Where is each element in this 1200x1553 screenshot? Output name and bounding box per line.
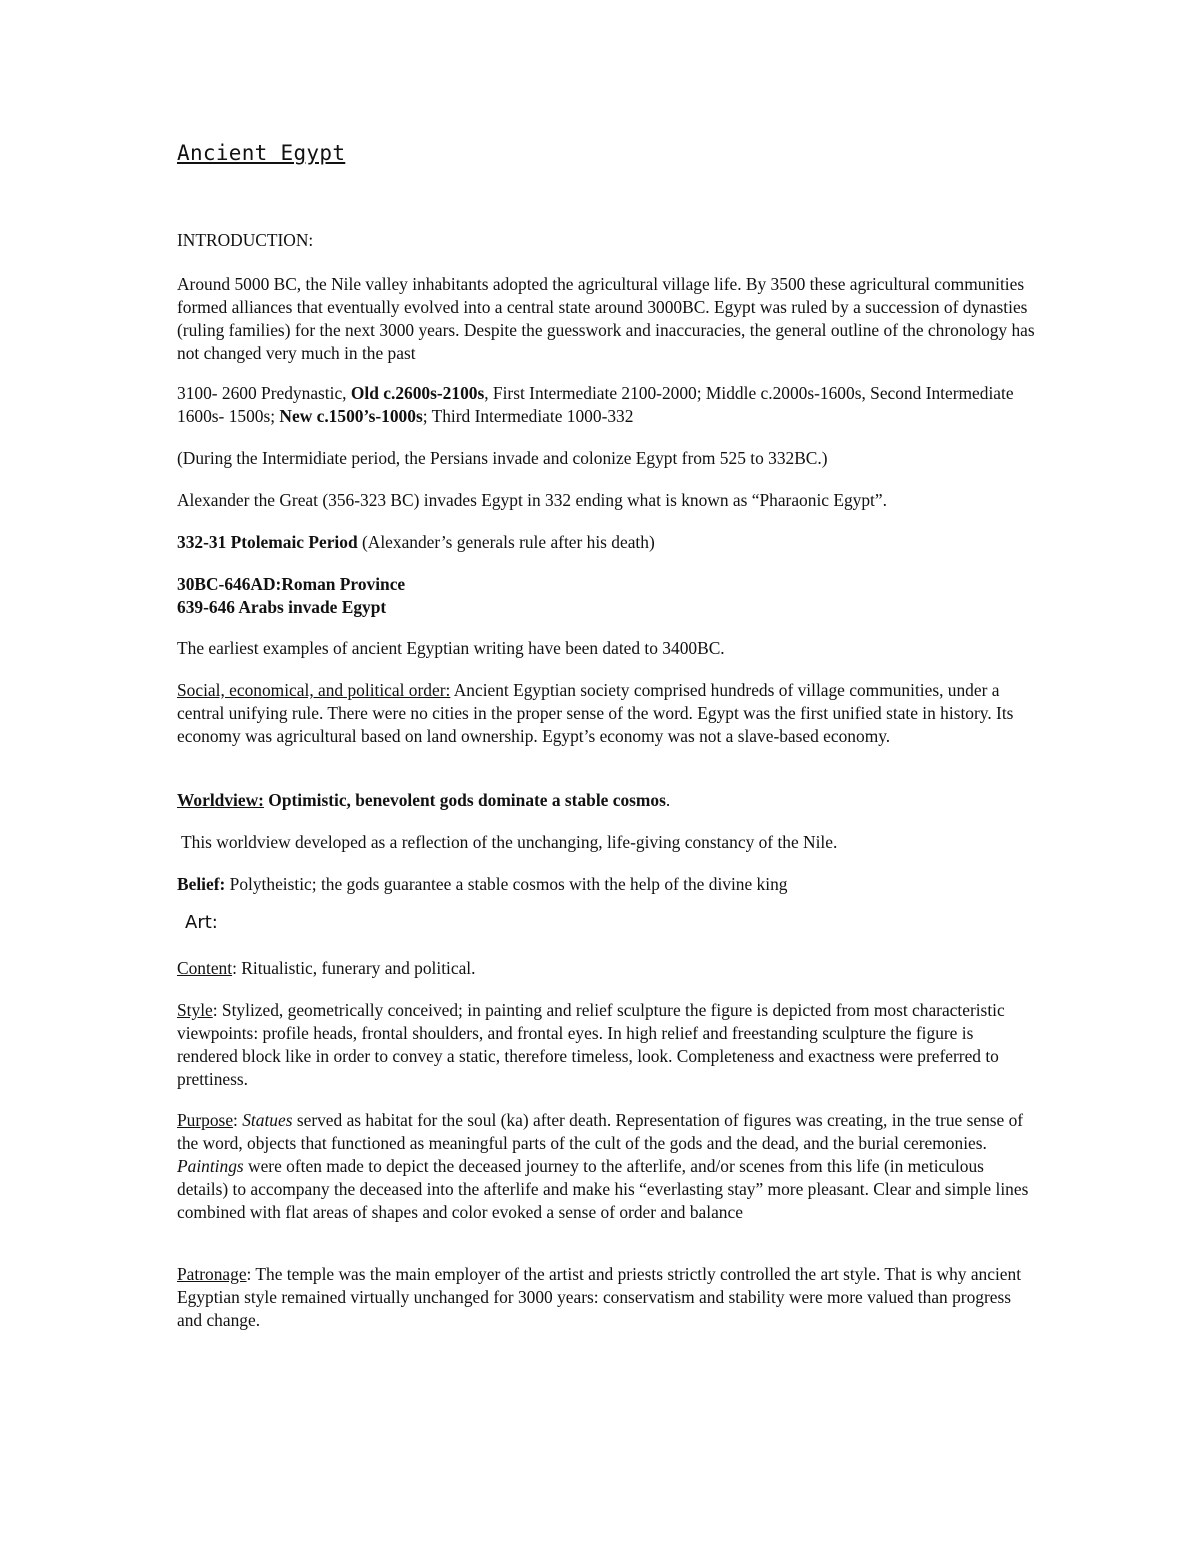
introduction-heading: INTRODUCTION: [177,230,314,250]
belief-text: Polytheistic; the gods guarantee a stable cosmos with the help of the divine king [225,874,788,894]
roman-province: 30BC-646AD:Roman Province [177,574,406,594]
purpose-statues: Statues [242,1110,293,1130]
ptolemaic-period [177,531,1037,554]
purpose-text: were often made to depict the deceased journey to the afterlife, and/or scenes from this life (in meticulous details) to accompany the deceased into the afterlife and make his “everlasting stay” more pleasant. Clear and simple lines combined with flat areas of shapes and color evoked a sense of order and balance [177,1156,1029,1222]
belief-label: Belief: [177,874,226,894]
purpose-paragraph [177,1109,1037,1224]
introduction-paragraph: Around 5000 BC, the Nile valley inhabitants adopted the agricultural village life. By 3500 these agricultural communities formed alliances that eventually evolved into a central state around 3000BC. Egypt was ruled by a succession of dynasties (ruling families) for the next 3000 years. Despite the guesswork and inaccuracies, the general outline of the chronology has not changed very much in the past [177,274,1035,363]
patronage-text: : The temple was the main employer of the artist and priests strictly controlled the art style. That is why ancient Egyptian style remained virtually unchanged for 3000 years: conservatism and stability were more valued than progress and change. [177,1264,1022,1330]
chronology-text: 3100- 2600 Predynastic, [177,383,351,403]
chronology-paragraph [177,382,1037,428]
worldview-label: Worldview: [177,790,264,810]
social-order-paragraph [177,679,1037,748]
purpose-label: Purpose [177,1110,234,1130]
content-text: : Ritualistic, funerary and political. [232,958,476,978]
art-heading: Art: [185,912,218,933]
social-order-text: Ancient Egyptian society comprised hundreds of village communities, under a central unifying rule. There were no cities in the proper sense of the word. Egypt was the first unified state in history. Its economy was agricultural based on land ownership. Egypt’s economy was not a slave-based economy. [177,680,1014,746]
chronology-new-kingdom: New c.1500’s-1000s [279,406,423,426]
purpose-text: served as habitat for the soul (ka) after death. Representation of figures was creating, in the true sense of the word, objects that functioned as meaningful parts of the cult of the gods and the dead, and the burial ceremonies. [177,1110,1024,1153]
document-title: Ancient Egypt [177,141,346,165]
worldview-text: Optimistic, benevolent gods dominate a stable cosmos [263,790,666,810]
style-paragraph [177,999,1037,1091]
belief-paragraph [177,873,1037,896]
arabs-invade: 639-646 Arabs invade Egypt [177,597,387,617]
ptolemaic-text: (Alexander’s generals rule after his death) [357,532,655,552]
ptolemaic-label: 332-31 Ptolemaic Period [177,532,358,552]
chronology-text: , First Intermediate 2100-2000; Middle c.2000s-1600s, Second Intermediate 1600s- 1500s; [177,383,1014,426]
worldview-paragraph [177,789,1037,812]
patronage-paragraph [177,1263,1037,1332]
worldview-period: . [665,790,671,810]
content-paragraph [177,957,1037,980]
style-text: : Stylized, geometrically conceived; in painting and relief sculpture the figure is depicted from most characteristic viewpoints: profile heads, frontal shoulders, and frontal eyes. In high relief and freestanding sculpture the figure is rendered block like in order to convey a static, therefore timeless, look. Completeness and exactness were preferred to prettiness. [177,1000,1005,1089]
alexander-note: Alexander the Great (356-323 BC) invades Egypt in 332 ending what is known as “Pharaonic Egypt”. [177,490,887,510]
social-order-label: Social, economical, and political order: [177,680,451,700]
persians-note: (During the Intermidiate period, the Persians invade and colonize Egypt from 525 to 332BC.) [177,448,828,468]
chronology-old-kingdom: Old c.2600s-2100s [350,383,485,403]
content-label: Content [177,958,233,978]
purpose-colon: : [233,1110,243,1130]
chronology-text: ; Third Intermediate 1000-332 [422,406,634,426]
patronage-label: Patronage [177,1264,247,1284]
writing-note: The earliest examples of ancient Egyptian writing have been dated to 3400BC. [177,638,725,658]
worldview-note: This worldview developed as a reflection of the unchanging, life-giving constancy of the Nile. [177,832,838,852]
style-label: Style [177,1000,213,1020]
purpose-paintings: Paintings [177,1156,244,1176]
